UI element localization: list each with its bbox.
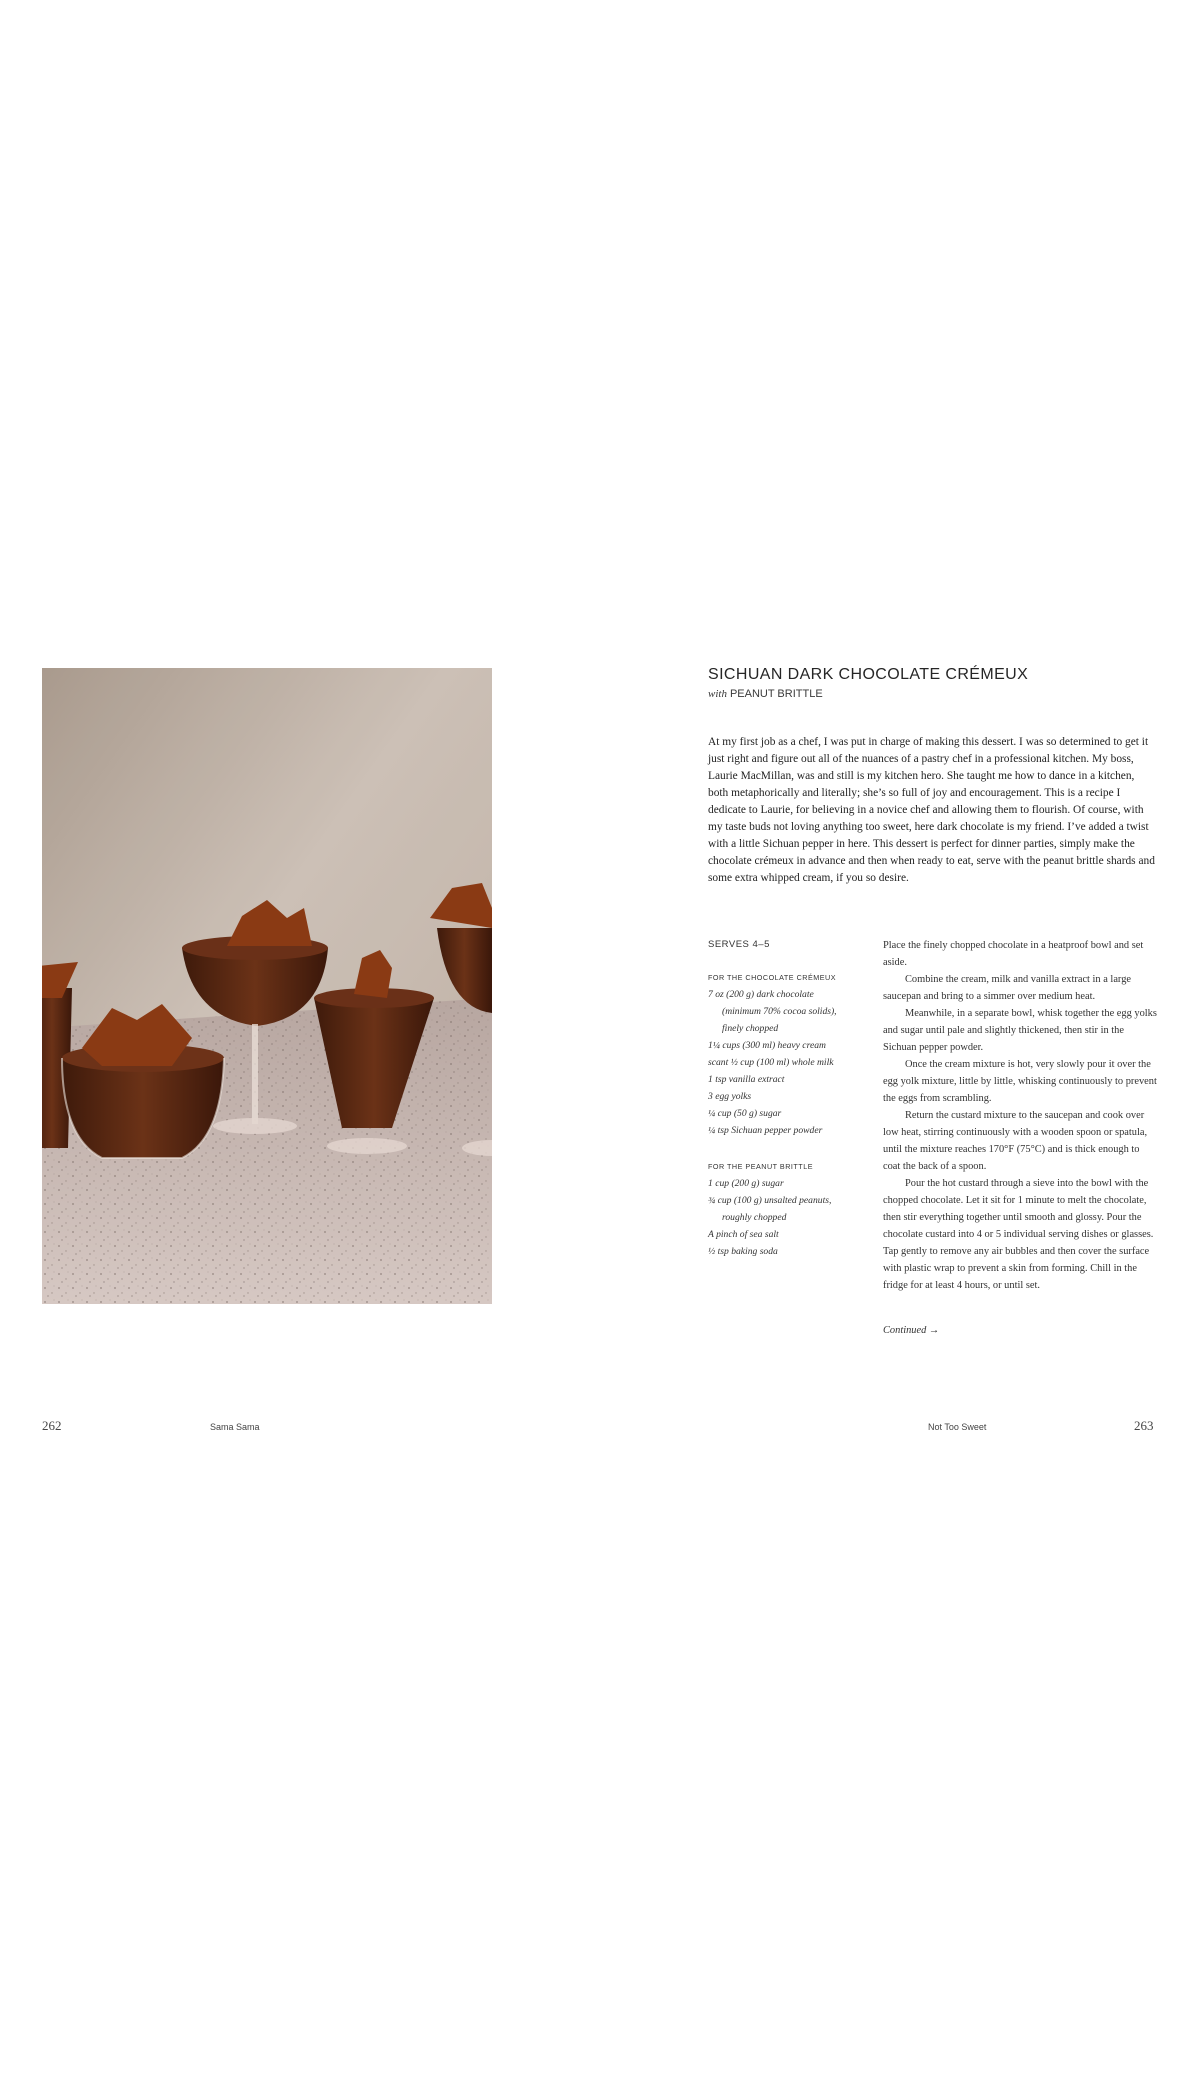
subtitle-text: PEANUT BRITTLE: [729, 688, 823, 700]
left-running-head: Sama Sama: [210, 1422, 260, 1432]
method-step: Pour the hot custard through a sieve into the bowl with the chopped chocolate. Let it sit for 1 minute to melt the chocolate, then stir everything together until smooth and glossy. Pour the chocolate custard into 4 or 5 individual serving dishes or glasses. Tap gently to remove any air bubbles and then cover the surface with plastic wrap to prevent a skin from forming. Chill in the fridge for at least 4 hours, or until set.: [883, 1178, 1154, 1291]
left-page-number: 262: [42, 1418, 62, 1433]
ingredients-cremeux-list: [708, 986, 873, 1139]
recipe-subtitle: [708, 688, 823, 700]
ingredient-item: ¼ tsp Sichuan pepper powder: [708, 1125, 823, 1136]
ingredient-item: 1 cup (200 g) sugar: [708, 1178, 784, 1189]
dessert-photo-illustration: [42, 668, 492, 1304]
ingredient-item: 1 tsp vanilla extract: [708, 1074, 785, 1085]
right-running-head: Not Too Sweet: [928, 1422, 987, 1432]
ingredients-cremeux: [708, 973, 873, 1139]
ingredient-item: ¼ cup (50 g) sugar: [708, 1108, 782, 1119]
method-step: Meanwhile, in a separate bowl, whisk together the egg yolks and sugar until pale and slightly thickened, then stir in the Sichuan pepper powder.: [883, 1008, 1157, 1053]
ingredient-item: scant ½ cup (100 ml) whole milk: [708, 1057, 834, 1068]
method-step: Combine the cream, milk and vanilla extract in a large saucepan and bring to a simmer over medium heat.: [883, 974, 1132, 1002]
ingredient-item: ¾ cup (100 g) unsalted peanuts,: [708, 1195, 832, 1206]
ingredient-item: ½ tsp baking soda: [708, 1246, 778, 1257]
ingredient-item: 7 oz (200 g) dark chocolate: [708, 989, 814, 1000]
method-step: Once the cream mixture is hot, very slowly pour it over the egg yolk mixture, little by little, whisking continuously to prevent the eggs from scrambling.: [883, 1059, 1157, 1104]
ingredients-brittle-heading: FOR THE PEANUT BRITTLE: [708, 1162, 813, 1171]
ingredient-item: roughly chopped: [722, 1212, 787, 1223]
ingredient-item: (minimum 70% cocoa solids),: [722, 1006, 837, 1017]
serves-label: SERVES 4–5: [708, 939, 770, 950]
recipe-title: SICHUAN DARK CHOCOLATE CRÉMEUX: [708, 666, 1029, 683]
ingredient-item: 3 egg yolks: [708, 1091, 752, 1102]
intro-paragraph: At my first job as a chef, I was put in charge of making this dessert. I was so determined to get it just right and figure out all of the nuances of a pastry chef in a professional kitchen. My boss, Laurie MacMillan, was and still is my kitchen hero. She taught me how to dance in a kitchen, both metaphorically and literally; she’s so full of joy and encouragement. This is a recipe I dedicate to Laurie, for believing in a novice chef and allowing them to flourish. Of course, with my taste buds not loving anything too sweet, here dark chocolate is my friend. I’ve added a twist with a little Sichuan pepper in here. This dessert is perfect for dinner parties, simply make the chocolate crémeux in advance and then when ready to eat, serve with the peanut brittle shards and some extra whipped cream, if you so desire.: [708, 736, 1155, 884]
ingredient-item: 1¼ cups (300 ml) heavy cream: [708, 1040, 826, 1051]
ingredients-brittle-list: [708, 1175, 873, 1260]
right-page-number: 263: [1134, 1418, 1154, 1433]
ingredients-brittle: [708, 1162, 873, 1260]
method-step: Return the custard mixture to the saucepan and cook over low heat, stirring continuously with a wooden spoon or spatula, until the mixture reaches 170°F (75°C) and is thick enough to coat the back of a spoon.: [883, 1110, 1148, 1172]
method-step: Place the finely chopped chocolate in a heatproof bowl and set aside.: [883, 940, 1144, 968]
dessert-photo: [42, 668, 492, 1304]
ingredients-cremeux-heading: FOR THE CHOCOLATE CRÉMEUX: [708, 973, 837, 982]
method-text: [883, 937, 1158, 1294]
subtitle-with: with: [708, 688, 727, 700]
ingredient-item: finely chopped: [722, 1023, 779, 1034]
continued-link[interactable]: Continued →: [883, 1325, 940, 1336]
ingredient-item: A pinch of sea salt: [708, 1229, 779, 1240]
